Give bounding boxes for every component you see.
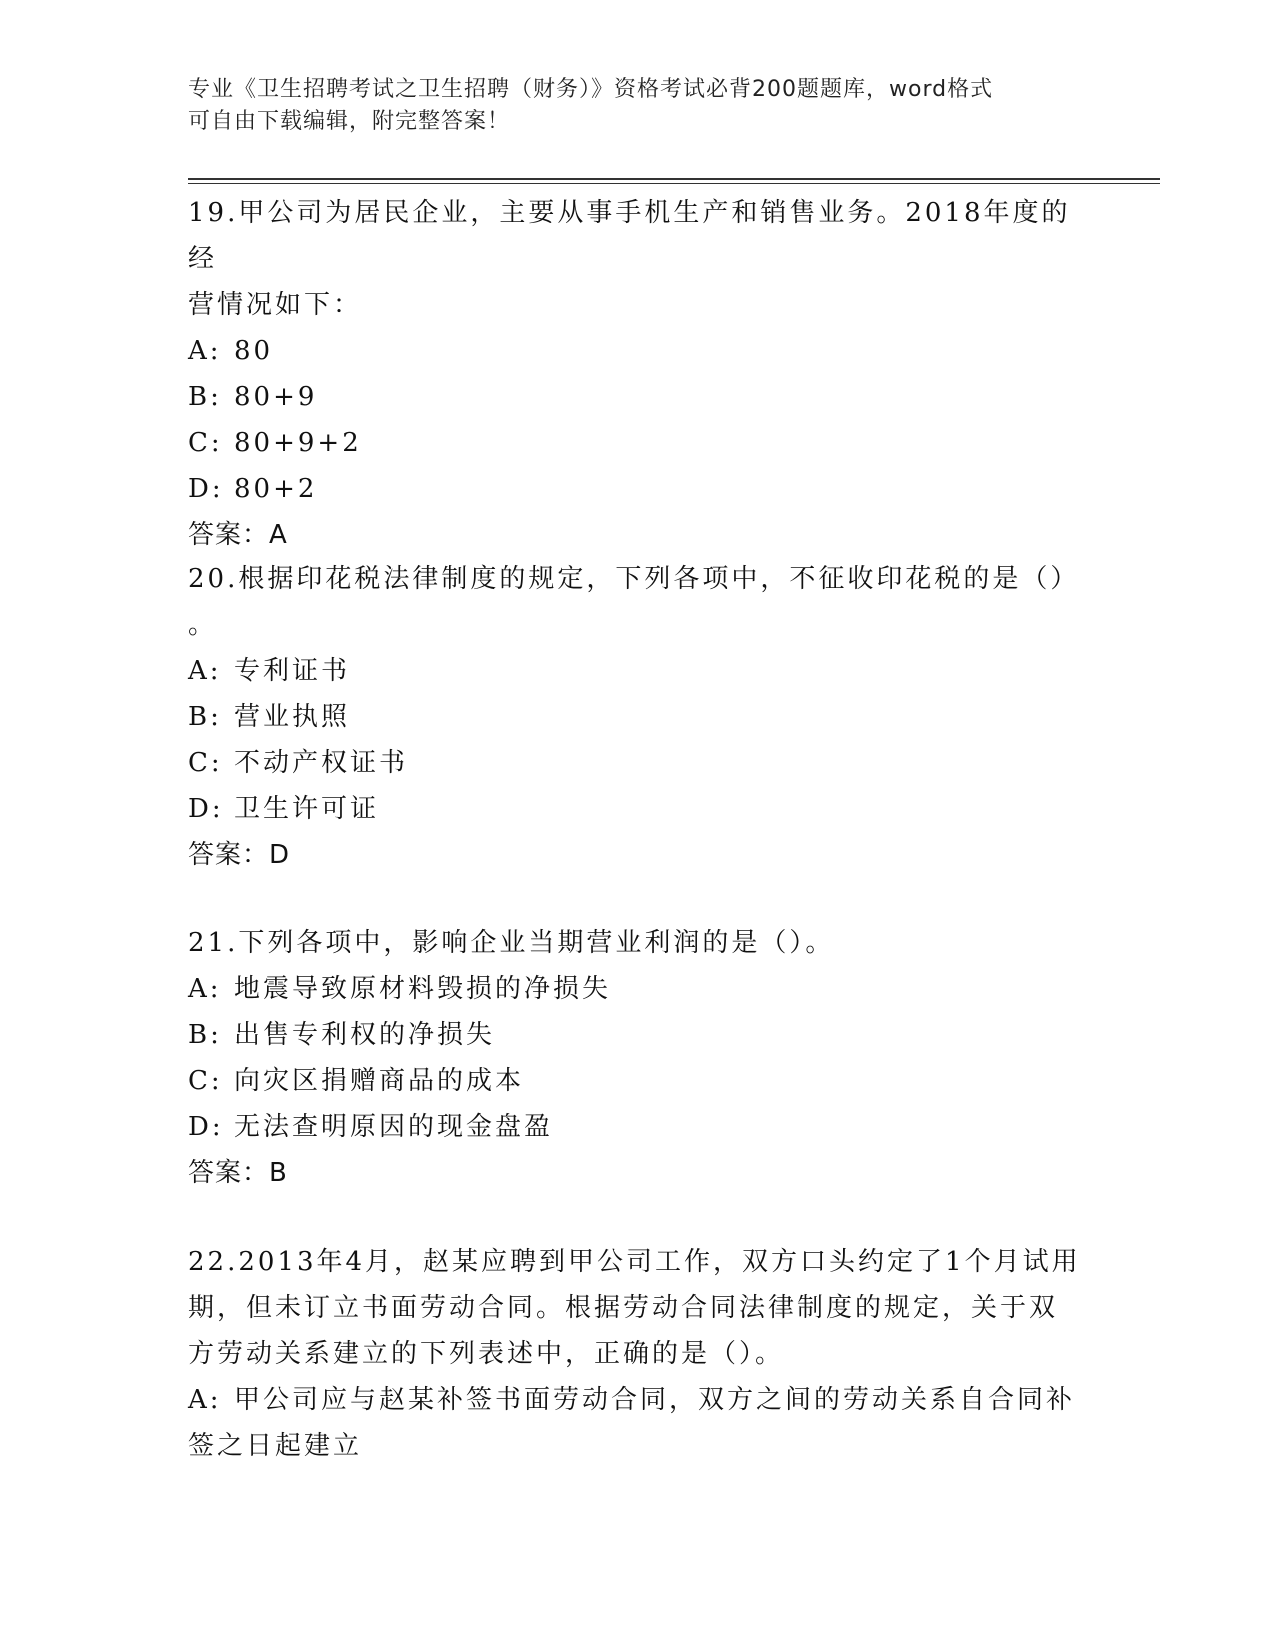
option-a: [188, 966, 1088, 1012]
question-text-line: 22.2013年4月，赵某应聘到甲公司工作，双方口头约定了1个月试用: [188, 1247, 1081, 1277]
option-label: A:: [188, 1385, 222, 1415]
question-text-line: 方劳动关系建立的下列表述中，正确的是（）。: [188, 1339, 785, 1369]
header-line-2: 可自由下载编辑，附完整答案！: [188, 109, 511, 134]
option-label: A:: [188, 974, 222, 1004]
option-d: [188, 786, 1088, 832]
option-b: [188, 1012, 1088, 1058]
option-d: [188, 466, 1088, 512]
option-d: [188, 1104, 1088, 1150]
option-label: C:: [188, 1066, 223, 1096]
question-text-line: 营情况如下：: [188, 290, 363, 320]
answer-line: 答案：A: [188, 520, 288, 550]
question-text-line: 期，但未订立书面劳动合同。根据劳动合同法律制度的规定，关于双: [188, 1293, 1059, 1323]
option-label: B:: [188, 1020, 222, 1050]
option-label: D:: [188, 474, 224, 504]
question-text-line: 19.甲公司为居民企业，主要从事手机生产和销售业务。2018年度的经: [188, 198, 1071, 274]
option-text: 80: [234, 336, 274, 366]
option-a: [188, 328, 1088, 374]
option-a: [188, 648, 1088, 694]
option-c: [188, 1058, 1088, 1104]
question-22: [188, 1239, 1088, 1469]
option-text: 无法查明原因的现金盘盈: [234, 1112, 554, 1142]
option-c: [188, 420, 1088, 466]
option-label: B:: [188, 382, 222, 412]
option-text: 地震导致原材料毁损的净损失: [234, 974, 612, 1004]
option-label: A:: [188, 656, 222, 686]
option-label: C:: [188, 428, 223, 458]
header-divider-thick: [188, 178, 1160, 180]
option-b: [188, 374, 1088, 420]
option-text: 80+9: [234, 382, 318, 412]
option-label: B:: [188, 702, 222, 732]
question-20: [188, 556, 1088, 878]
option-label: A:: [188, 336, 222, 366]
option-text: 向灾区捐赠商品的成本: [234, 1066, 525, 1096]
answer-line: 答案：B: [188, 1158, 288, 1188]
option-b: [188, 694, 1088, 740]
option-text: 80+2: [234, 474, 318, 504]
option-label: C:: [188, 748, 223, 778]
document-header: [188, 74, 1068, 138]
option-c: [188, 740, 1088, 786]
option-text: 专利证书: [234, 656, 351, 686]
answer-line: 答案：D: [188, 840, 291, 870]
option-label: D:: [188, 794, 224, 824]
question-text-line: 。: [188, 610, 218, 640]
header-line-1: 专业《卫生招聘考试之卫生招聘（财务）》资格考试必背200题题库，word格式: [188, 77, 994, 102]
question-19: [188, 190, 1088, 558]
option-text: 甲公司应与赵某补签书面劳动合同，双方之间的劳动关系自合同补: [234, 1385, 1076, 1415]
header-divider-thin: [188, 183, 1160, 184]
question-text-line: 20.根据印花税法律制度的规定，下列各项中，不征收印花税的是（）: [188, 564, 1080, 594]
option-a: [188, 1377, 1088, 1423]
option-label: D:: [188, 1112, 224, 1142]
question-text-line: 21.下列各项中，影响企业当期营业利润的是（）。: [188, 928, 835, 958]
option-text: 出售专利权的净损失: [234, 1020, 496, 1050]
option-a-continued: 签之日起建立: [188, 1431, 363, 1461]
option-text: 不动产权证书: [234, 748, 409, 778]
question-21: [188, 920, 1088, 1196]
option-text: 80+9+2: [234, 428, 362, 458]
option-text: 卫生许可证: [234, 794, 380, 824]
option-text: 营业执照: [234, 702, 351, 732]
